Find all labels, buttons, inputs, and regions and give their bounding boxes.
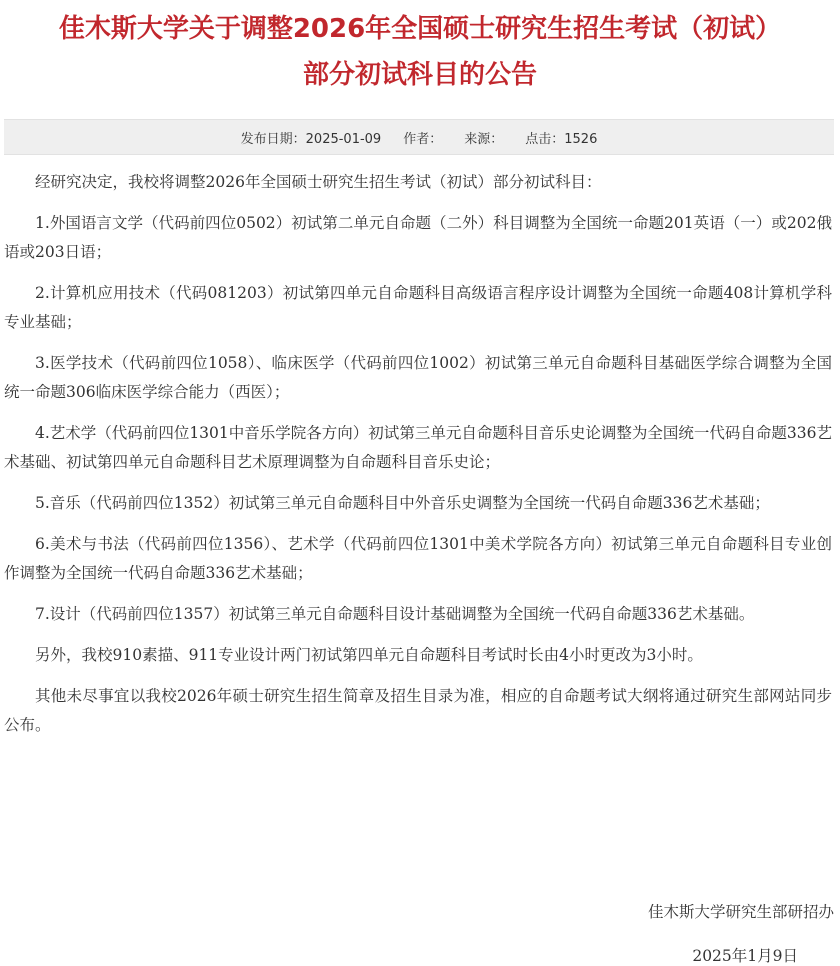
author-label: 作者： bbox=[403, 131, 443, 147]
intro-paragraph: 经研究决定，我校将调整2026年全国硕士研究生招生考试（初试）部分初试科目： bbox=[35, 173, 602, 191]
item-paragraph-4: 4.艺术学（代码前四位1301中音乐学院各方向）初试第三单元自命题科目音乐史论调整为全国统一代码自命题336艺术基础、初试第四单元自命题科目艺术原理调整为自命题科目音乐史论； bbox=[4, 424, 832, 471]
item-paragraph-7: 7.设计（代码前四位1357）初试第三单元自命题科目设计基础调整为全国统一代码自命题336艺术基础。 bbox=[35, 605, 755, 623]
item-paragraph-1: 1.外国语言文学（代码前四位0502）初试第二单元自命题（二外）科目调整为全国统一命题201英语（一）或202俄语或203日语； bbox=[4, 214, 832, 261]
source-label: 来源： bbox=[464, 131, 504, 147]
article-title-line-1: 佳木斯大学关于调整2026年全国硕士研究生招生考试（初试） bbox=[58, 14, 782, 44]
article-title bbox=[0, 6, 840, 98]
closing-paragraph: 其他未尽事宜以我校2026年硕士研究生招生简章及招生目录为准，相应的自命题考试大纲将通过研究生部网站同步公布。 bbox=[4, 687, 832, 734]
signature: 佳木斯大学研究生部研招办 bbox=[647, 903, 834, 921]
article-meta-bar bbox=[4, 119, 834, 155]
article-title-line-2: 部分初试科目的公告 bbox=[302, 60, 537, 90]
item-paragraph-2: 2.计算机应用技术（代码081203）初试第四单元自命题科目高级语言程序设计调整为全国统一命题408计算机学科专业基础； bbox=[4, 284, 832, 331]
signature-date: 2025年1月9日 bbox=[692, 947, 798, 965]
click-count: 点击：1526 bbox=[525, 131, 598, 147]
additional-paragraph: 另外，我校910素描、911专业设计两门初试第四单元自命题科目考试时长由4小时更改为3小时。 bbox=[35, 646, 703, 664]
item-paragraph-5: 5.音乐（代码前四位1352）初试第三单元自命题科目中外音乐史调整为全国统一代码自命题336艺术基础； bbox=[35, 494, 770, 512]
publish-date: 发布日期：2025-01-09 bbox=[240, 131, 382, 147]
item-paragraph-6: 6.美术与书法（代码前四位1356）、艺术学（代码前四位1301中美术学院各方向）初试第三单元自命题科目专业创作调整为全国统一代码自命题336艺术基础； bbox=[4, 535, 832, 582]
item-paragraph-3: 3.医学技术（代码前四位1058）、临床医学（代码前四位1002）初试第三单元自命题科目基础医学综合调整为全国统一命题306临床医学综合能力（西医）； bbox=[4, 354, 832, 401]
article-body bbox=[4, 168, 832, 752]
